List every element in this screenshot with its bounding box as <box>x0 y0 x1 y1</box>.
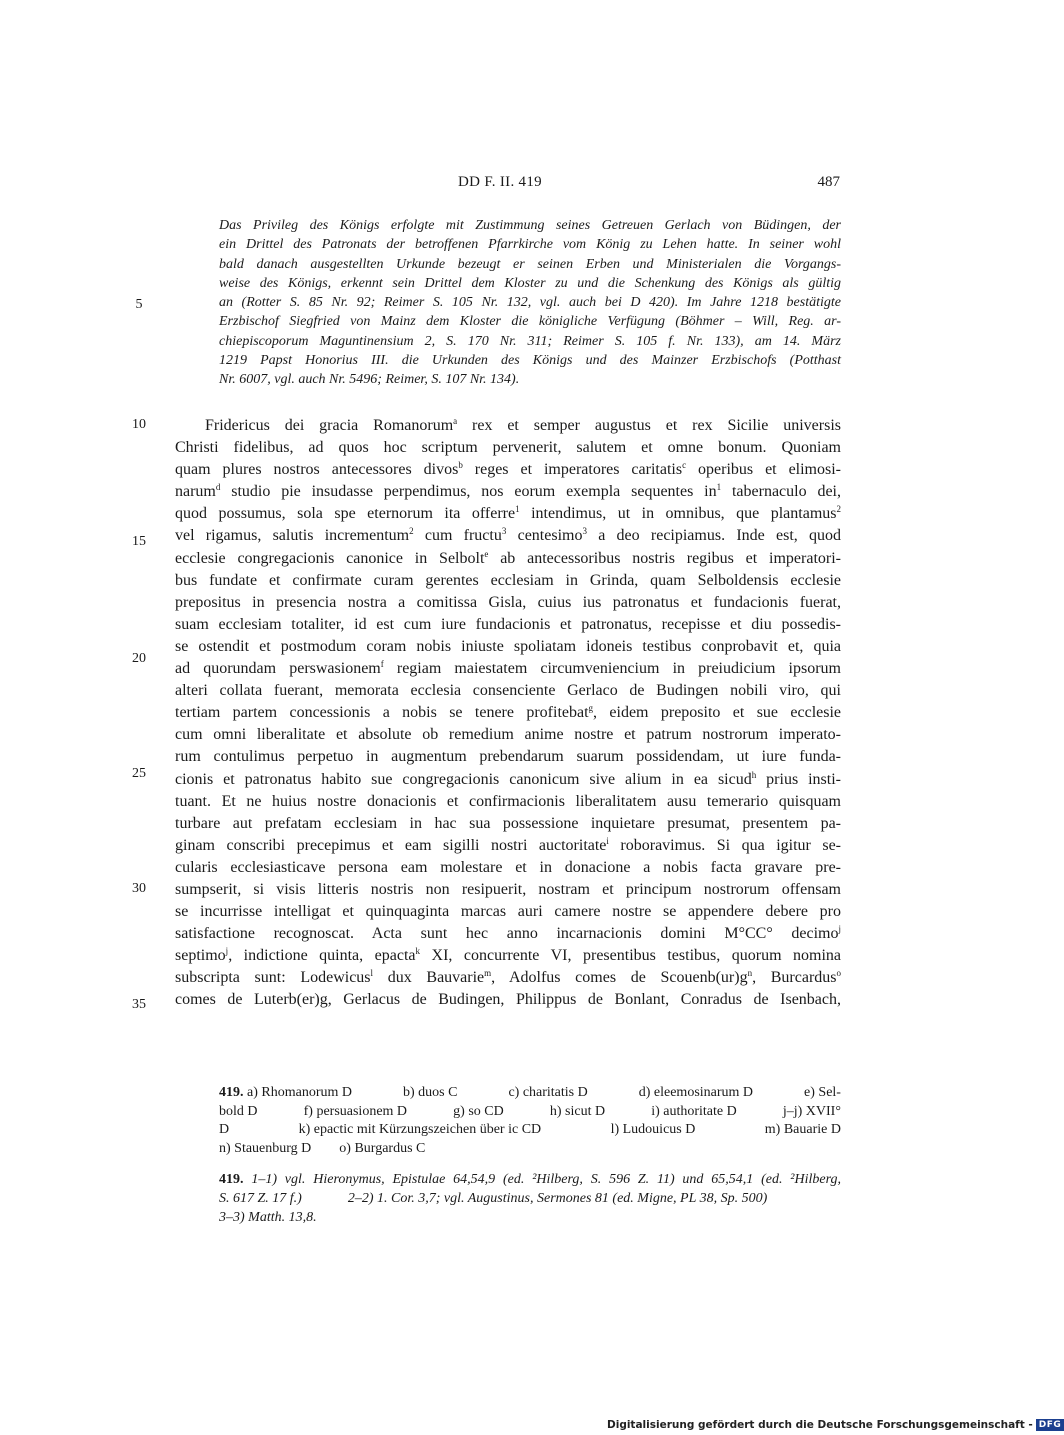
digitization-credit <box>607 1419 1064 1431</box>
footnote-marker: j <box>225 946 229 957</box>
footnote-marker: l <box>370 968 374 979</box>
footnote-marker: 3 <box>501 526 507 537</box>
intro-line: bald danach ausgestellten Urkunde bezeugt er seinen Erben und Ministerialen die Vorgangs- <box>219 256 841 272</box>
charter-line: narum$^d$ studio pie insudasse perpendimus, nos eorum exempla sequentes $in^1$ tabernaculo dei, <box>175 482 841 501</box>
apparatus-row <box>219 1103 841 1122</box>
apparatus-entry: bold D <box>219 1103 258 1119</box>
footnote-marker: 2 <box>836 504 841 515</box>
note-line <box>219 1170 841 1189</box>
charter-line: quod possumus, sola spe eternorum ita offerre$^1$ intendimus, ut in omnibus, que plantamus$^2$ <box>175 504 841 523</box>
footnote-marker: o <box>836 968 842 979</box>
footnote-marker: j <box>838 924 841 935</box>
charter-line: Christi fidelibus, ad quos hoc scriptum pervenerit, salutem et omne bonum. Quoniam <box>175 439 841 457</box>
charter-line: tertiam partem concessionis a nobis se tenere profitebat$^g$, eidem preposito et sue ecclesie <box>175 703 842 722</box>
footnote-marker: g <box>588 703 594 714</box>
footnote-marker: a <box>453 416 458 426</box>
apparatus-entry: b) duos C <box>402 1085 458 1100</box>
intro-line: ein Drittel des Patronats der betroffenen Pfarrkirche vom König zu Lehen hatte. In seiner wohl <box>219 237 841 253</box>
charter-line: se ostendit et postmodum coram nobis iniuste spoliatam idoneis testibus conprobavit et, quia <box>175 637 841 655</box>
charter-line: ad quorundam perswasionem$^f$ regiam maiestatem circumveniencium in preiudicium ipsorum <box>175 659 841 678</box>
apparatus-entry: h) sicut D <box>549 1103 606 1119</box>
charter-line: cularis ecclesiasticave persona eam molestare et in donacione a nobis facta gravare pre- <box>175 858 841 876</box>
introduction-paragraph <box>219 216 841 390</box>
charter-line: turbare aut prefatam ecclesiam in hac sua possessione inquietare presumat, presentem pa- <box>175 814 841 832</box>
footnote-marker: k <box>415 946 421 957</box>
charter-line: sumpserit, si visis litteris nostris non resipuerit, nostram et principum nostrorum offensam <box>175 880 841 898</box>
footnote-marker: 3 <box>582 526 587 537</box>
charter-line: quam plures nostros antecessores divos$^b$ reges et imperatores caritatis$^c$ operibus et elimosi- <box>175 460 842 479</box>
apparatus-label: 419. <box>219 1085 244 1100</box>
source-notes <box>219 1170 841 1227</box>
note-text: S. 617 Z. 17 f.) <box>219 1191 302 1206</box>
notes-label: 419. <box>219 1172 244 1187</box>
apparatus-entry: l) Ludouicus D <box>610 1122 696 1137</box>
apparatus-entry: o) Burgardus C <box>339 1140 426 1156</box>
apparatus-row <box>219 1121 841 1140</box>
charter-line: ginam conscribi precepimus et eam sigilli nostri auctoritate$^i$ roboravimus. Si qua igitur se- <box>175 835 842 854</box>
apparatus-row <box>219 1140 841 1159</box>
intro-line: chiepiscoporum Maguntinensium 2, S. 170 Nr. 311; Reimer S. 105 f. Nr. 133), am 14. März <box>219 333 841 349</box>
charter-line: satisfactione recognoscat. Acta sunt hec anno incarnacionis domini M°CC° decimo$^j$ <box>175 924 841 943</box>
critical-apparatus <box>219 1084 841 1158</box>
apparatus-entry: D <box>219 1122 230 1137</box>
apparatus-entry: d) eleemosinarum D <box>638 1085 754 1100</box>
note-line <box>219 1189 841 1208</box>
page-number: 487 <box>817 174 840 190</box>
charter-line: alteri collata fuerant, memorata ecclesia consenciente Gerlaco de Budingen nobili viro, qui <box>175 682 841 700</box>
footnote-marker: n <box>747 968 753 979</box>
line-number-5: 5 <box>135 297 143 312</box>
charter-line: cum omni liberalitate et absolute ob remedium anime nostre et patrum nostrorum imperato- <box>175 726 841 744</box>
intro-line: Erzbischof Siegfried von Mainz dem Kloster die königliche Verfügung (Böhmer – Will, Reg. ar- <box>219 314 841 330</box>
apparatus-entry: m) Bauarie D <box>764 1122 841 1137</box>
line-number-30: 30 <box>132 881 146 896</box>
intro-line: 1219 Papst Honorius III. die Urkunden des Königs und des Mainzer Erzbischofs (Potthast <box>219 353 841 369</box>
apparatus-row <box>219 1084 841 1103</box>
dfg-logo[interactable]: DFG <box>1036 1419 1064 1431</box>
charter-line: cionis et patronatus habito sue congregacionis canonicum sive alium in ea sicud$^h$ prius insti- <box>175 769 841 788</box>
charter-line: se incurrisse intelligat et quinquaginta marcas auri camere nostre se appendere debere pro <box>175 903 841 921</box>
apparatus-entry: f) persuasionem D <box>303 1103 408 1119</box>
footnote-marker: 2 <box>409 526 414 537</box>
charter-line: comes de Luterb(er)g, Gerlacus de Budingen, Philippus de Bonlant, Conradus de Isenbach, <box>175 991 841 1009</box>
apparatus-entry: c) charitatis D <box>508 1085 588 1100</box>
intro-line: Das Privileg des Königs erfolgte mit Zustimmung seines Getreuen Gerlach von Büdingen, der <box>219 218 841 233</box>
apparatus-entry: a) Rhomanorum D <box>247 1085 352 1100</box>
intro-line: Nr. 6007, vgl. auch Nr. 5496; Reimer, S. 107 Nr. 134). <box>219 372 520 388</box>
footnote-marker: 1 <box>515 504 520 515</box>
line-number-15: 15 <box>132 534 146 549</box>
charter-line: vel rigamus, salutis incrementum$^2$ cum fructu$^3$ centesimo$^3$ a deo recipiamus. Inde est, quod <box>175 526 841 545</box>
footnote-marker: i <box>606 835 609 846</box>
charter-line: suam ecclesiam totaliter, id est cum iure fundacionis et patronatus, recepisse et diu possedis- <box>175 615 841 633</box>
charter-line: tuant. Et ne huius nostre donacionis et confirmacionis liberalitatem ausu temerario quisquam <box>175 792 841 810</box>
line-number-10: 10 <box>132 417 146 432</box>
credit-text: Digitalisierung gefördert durch die Deutsche Forschungsgemeinschaft - <box>607 1419 1033 1431</box>
charter-line: ecclesie congregacionis canonice in Selbolt$^e$ ab antecessoribus nostris regibus et imperatori- <box>175 548 841 567</box>
apparatus-entry: n) Stauenburg D <box>219 1140 312 1156</box>
footnote-marker: f <box>380 659 384 670</box>
page-header-title: DD F. II. 419 <box>458 174 542 190</box>
note-line <box>219 1208 841 1227</box>
line-number-35: 35 <box>132 997 146 1012</box>
charter-line: subscripta sunt: Lodewicus$^l$ dux Bauvarie$^m$, Adolfus comes de $Scouenb(ur)g^n$, Burcardus$^o$ <box>175 968 842 987</box>
footnote-marker: 1 <box>716 482 722 493</box>
charter-text <box>175 415 841 1012</box>
line-number-25: 25 <box>132 766 146 781</box>
apparatus-entry: e) Sel- <box>804 1085 841 1100</box>
charter-line: septimo$^j$, indictione quinta, epacta$^k$ XI, concurrente VI, presentibus testibus, quorum nomina <box>175 946 842 965</box>
footnote-marker: m <box>484 968 492 979</box>
charter-line: prepositus in presencia nostra a comitissa Gisla, cuius ius patronatus et fundacionis fuerat, <box>175 593 841 611</box>
note-text: 2–2) 1. Cor. 3,7; vgl. Augustinus, Sermones 81 (ed. Migne, PL 38, Sp. 500) <box>347 1191 768 1206</box>
apparatus-entry: g) so CD <box>453 1103 504 1119</box>
apparatus-entry: i) authoritate D <box>651 1103 737 1119</box>
apparatus-entry: k) epactic mit Kürzungszeichen über ic CD <box>298 1122 542 1137</box>
footnote-marker: e <box>484 548 489 559</box>
note-text: 3–3) Matth. 13,8. <box>219 1210 317 1225</box>
footnote-marker: c <box>682 460 687 471</box>
charter-line: Fridericus dei gracia Romanorum$^a$ rex et semper augustus et rex Sicilie universis <box>205 416 841 434</box>
charter-line: rum contulimus perpetuo in augmentum prebendarum suarum possidendam, ut iure funda- <box>175 748 841 766</box>
footnote-marker: h <box>751 769 757 780</box>
note-text: 1–1) vgl. Hieronymus, Epistulae 64,54,9 (ed. ²Hilberg, S. 596 Z. 11) und 65,54,1 (ed. ²Hilberg, <box>251 1172 842 1187</box>
line-number-20: 20 <box>132 651 146 666</box>
footnote-marker: d <box>215 482 221 493</box>
charter-line: bus fundate et confirmate curam gerentes ecclesiam in Grinda, quam Selboldensis ecclesie <box>175 571 841 589</box>
intro-line: an (Rotter S. 85 Nr. 92; Reimer S. 105 Nr. 132, vgl. auch bei D 420). Im Jahre 1218 bestätigte <box>219 295 841 311</box>
apparatus-entry: j–j) XVII° <box>782 1103 841 1119</box>
footnote-marker: b <box>458 460 463 471</box>
intro-line: weise des Königs, erkennt sein Drittel dem Kloster zu und die Schenkung des Königs als gültig <box>219 275 841 291</box>
